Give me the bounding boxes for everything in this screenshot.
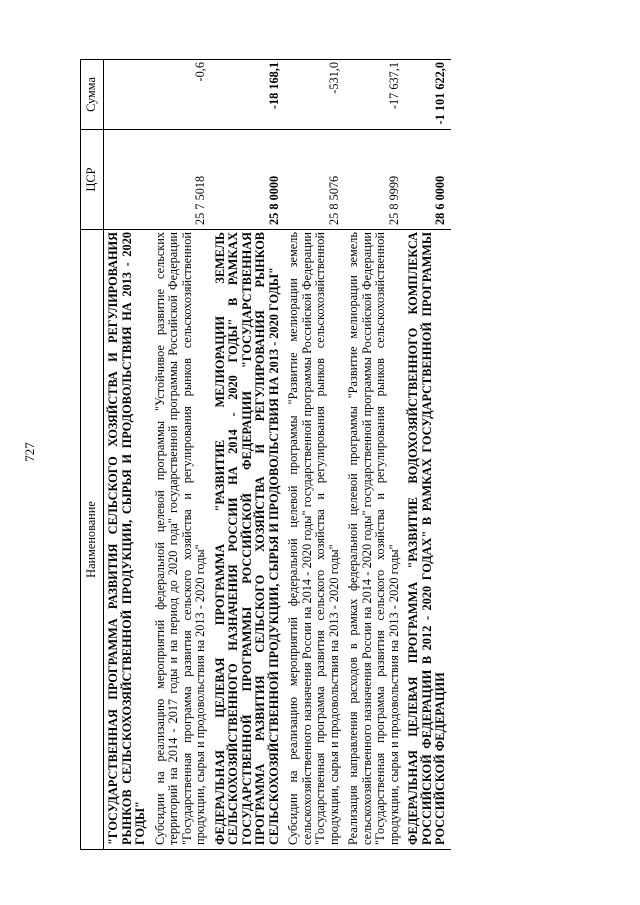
row-name: ФЕДЕРАЛЬНАЯ ЦЕЛЕВАЯ ПРОГРАММА "РАЗВИТИЕ ВОДОХОЗЯЙСТВЕННОГО КОМПЛЕКСА РОССИЙСКОЙ ФЕДЕРАЦИИ В 2012 - 2020 ГОДАХ" В РАМКАХ ГОСУДАРСТВЕННОЙ ПРОГРАММЫ РОССИЙСКОЙ ФЕДЕРАЦИИ xyxy=(404,230,451,850)
table-header-row xyxy=(81,60,104,850)
row-csr: 25 7 5018 xyxy=(151,130,211,230)
header-sum: Сумма xyxy=(81,60,104,130)
row-name: "ГОСУДАРСТВЕННАЯ ПРОГРАММА РАЗВИТИЯ СЕЛЬСКОГО ХОЗЯЙСТВА И РЕГУЛИРОВАНИЯ РЫНКОВ СЕЛЬСКОХОЗЯЙСТВЕННОЙ ПРОДУКЦИИ, СЫРЬЯ И ПРОДОВОЛЬСТВИЯ НА 2013 - 2020 ГОДЫ" xyxy=(104,230,151,850)
row-csr xyxy=(104,130,151,230)
row-csr: 28 6 0000 xyxy=(404,130,451,230)
row-sum: -1 101 622,0 xyxy=(404,60,451,130)
header-name: Наименование xyxy=(81,230,104,850)
row-sum xyxy=(104,60,151,130)
row-name: ФЕДЕРАЛЬНАЯ ЦЕЛЕВАЯ ПРОГРАММА "РАЗВИТИЕ МЕЛИОРАЦИИ ЗЕМЕЛЬ СЕЛЬСКОХОЗЯЙСТВЕННОГО НАЗНАЧЕНИЯ РОССИИ НА 2014 - 2020 ГОДЫ" В РАМКАХ ГОСУДАРСТВЕННОЙ ПРОГРАММЫ РОССИЙСКОЙ ФЕДЕРАЦИИ "ГОСУДАРСТВЕННАЯ ПРОГРАММА РАЗВИТИЯ СЕЛЬСКОГО ХОЗЯЙСТВА И РЕГУЛИРОВАНИЯ РЫНКОВ СЕЛЬСКОХОЗЯЙСТВЕННОЙ ПРОДУКЦИИ, СЫРЬЯ И ПРОДОВОЛЬСТВИЯ НА 2013 - 2020 ГОДЫ" xyxy=(211,230,285,850)
table-row xyxy=(211,60,285,850)
table-row xyxy=(284,60,344,850)
row-csr: 25 8 5076 xyxy=(284,130,344,230)
table-row xyxy=(104,60,151,850)
row-sum: -18 168,1 xyxy=(211,60,285,130)
row-name: Реализация направления расходов в рамках федеральной целевой программы "Развитие мелиорации земель сельскохозяйственного назначения России на 2014 - 2020 годы" государственной программы Российской Федерации "Государственная программа развития сельского хозяйства и регулирования рынков сельскохозяйственной продукции, сырья и продовольствия на 2013 - 2020 годы" xyxy=(344,230,404,850)
row-sum: -531,0 xyxy=(284,60,344,130)
table-row xyxy=(151,60,211,850)
header-csr: ЦСР xyxy=(81,130,104,230)
table-row xyxy=(404,60,451,850)
row-name: Субсидии на реализацию мероприятий федеральной целевой программы "Развитие мелиорации земель сельскохозяйственного назначения России на 2014 - 2020 годы" государственной программы Российской Федерации "Государственная программа развития сельского хозяйства и регулирования рынков сельскохозяйственной продукции, сырья и продовольствия на 2013 - 2020 годы" xyxy=(284,230,344,850)
page-number: 727 xyxy=(22,442,37,462)
row-csr: 25 8 9999 xyxy=(344,130,404,230)
row-sum: -17 637,1 xyxy=(344,60,404,130)
row-sum: -0,6 xyxy=(151,60,211,130)
table-row xyxy=(344,60,404,850)
budget-table xyxy=(80,59,451,850)
row-csr: 25 8 0000 xyxy=(211,130,285,230)
rotated-content xyxy=(80,60,620,850)
row-name: Субсидии на реализацию мероприятий федеральной целевой программы "Устойчивое развитие сельских территорий на 2014 - 2017 годы и на период до 2020 года" государственной программы Российской Федерации "Государственная программа развития сельского хозяйства и регулирования рынков сельскохозяйственной продукции, сырья и продовольствия на 2013 - 2020 годы" xyxy=(151,230,211,850)
rotated-page xyxy=(80,60,620,850)
